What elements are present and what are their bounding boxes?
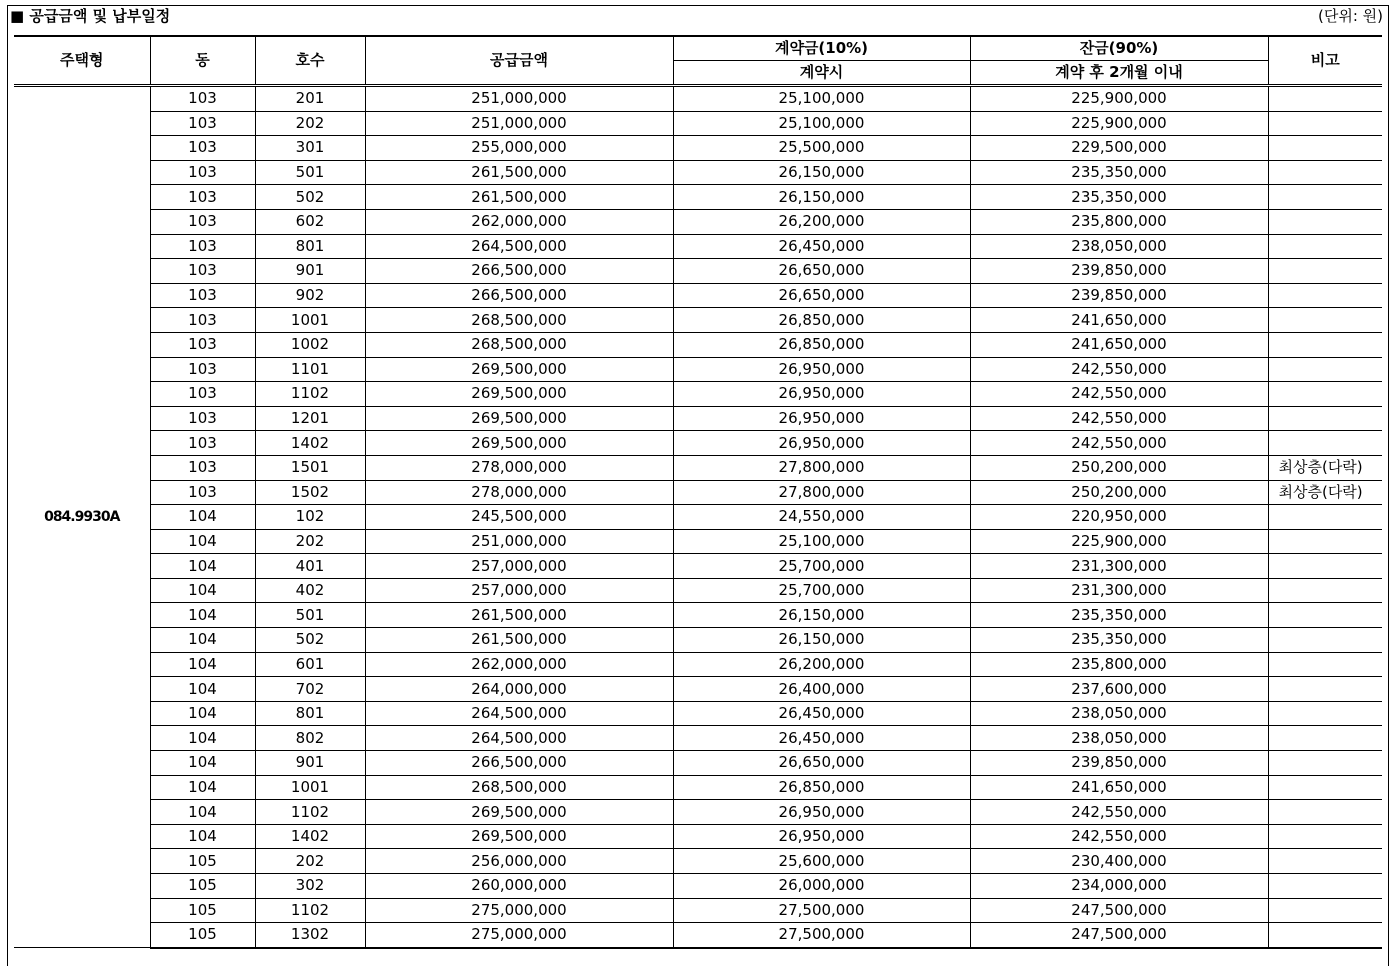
note-cell — [1268, 86, 1382, 112]
balance-cell: 235,350,000 — [970, 185, 1268, 210]
dong-cell: 104 — [150, 701, 255, 726]
table-row — [14, 628, 1382, 653]
note-cell — [1268, 332, 1382, 357]
note-cell — [1268, 628, 1382, 653]
table-row — [14, 751, 1382, 776]
ho-cell: 501 — [255, 160, 365, 185]
supply-price-cell: 256,000,000 — [365, 849, 673, 874]
table-row — [14, 185, 1382, 210]
supply-price-cell: 251,000,000 — [365, 111, 673, 136]
deposit-cell: 26,950,000 — [673, 824, 970, 849]
col-header-dong: 동 — [150, 36, 255, 86]
supply-price-cell: 264,000,000 — [365, 677, 673, 702]
dong-cell: 105 — [150, 874, 255, 899]
ho-cell: 702 — [255, 677, 365, 702]
col-header-ho: 호수 — [255, 36, 365, 86]
supply-price-cell: 266,500,000 — [365, 283, 673, 308]
deposit-cell: 27,800,000 — [673, 480, 970, 505]
balance-cell: 229,500,000 — [970, 136, 1268, 161]
note-cell — [1268, 185, 1382, 210]
ho-cell: 201 — [255, 86, 365, 112]
dong-cell: 104 — [150, 775, 255, 800]
note-cell — [1268, 898, 1382, 923]
ho-cell: 502 — [255, 185, 365, 210]
table-row — [14, 406, 1382, 431]
supply-price-cell: 264,500,000 — [365, 701, 673, 726]
note-cell — [1268, 529, 1382, 554]
col-subheader-balance: 계약 후 2개월 이내 — [970, 61, 1268, 86]
table-row — [14, 283, 1382, 308]
supply-price-table — [14, 35, 1382, 949]
dong-cell: 103 — [150, 455, 255, 480]
ho-cell: 1102 — [255, 800, 365, 825]
dong-cell: 105 — [150, 898, 255, 923]
balance-cell: 241,650,000 — [970, 308, 1268, 333]
ho-cell: 1201 — [255, 406, 365, 431]
supply-price-cell: 251,000,000 — [365, 529, 673, 554]
dong-cell: 103 — [150, 136, 255, 161]
supply-price-cell: 266,500,000 — [365, 259, 673, 284]
supply-price-cell: 268,500,000 — [365, 775, 673, 800]
balance-cell: 235,800,000 — [970, 209, 1268, 234]
table-row — [14, 136, 1382, 161]
deposit-cell: 26,450,000 — [673, 701, 970, 726]
note-cell — [1268, 578, 1382, 603]
balance-cell: 235,350,000 — [970, 160, 1268, 185]
table-row — [14, 357, 1382, 382]
supply-price-cell: 269,500,000 — [365, 824, 673, 849]
deposit-cell: 25,600,000 — [673, 849, 970, 874]
note-cell: 최상층(다락) — [1268, 455, 1382, 480]
dong-cell: 103 — [150, 160, 255, 185]
dong-cell: 104 — [150, 628, 255, 653]
balance-cell: 235,800,000 — [970, 652, 1268, 677]
table-row — [14, 111, 1382, 136]
dong-cell: 104 — [150, 824, 255, 849]
balance-cell: 231,300,000 — [970, 578, 1268, 603]
supply-price-cell: 262,000,000 — [365, 209, 673, 234]
unit-label: (단위: 원) — [1318, 7, 1383, 25]
deposit-cell: 26,200,000 — [673, 652, 970, 677]
balance-cell: 242,550,000 — [970, 382, 1268, 407]
dong-cell: 103 — [150, 382, 255, 407]
dong-cell: 103 — [150, 111, 255, 136]
ho-cell: 801 — [255, 234, 365, 259]
supply-price-cell: 278,000,000 — [365, 480, 673, 505]
ho-cell: 1102 — [255, 898, 365, 923]
ho-cell: 1002 — [255, 332, 365, 357]
note-cell: 최상층(다락) — [1268, 480, 1382, 505]
table-row — [14, 529, 1382, 554]
balance-cell: 242,550,000 — [970, 406, 1268, 431]
section-title: ■ 공급금액 및 납부일정 — [10, 7, 171, 25]
table-row — [14, 824, 1382, 849]
table-row — [14, 480, 1382, 505]
deposit-cell: 25,100,000 — [673, 111, 970, 136]
table-row — [14, 160, 1382, 185]
house-type-cell: 084.9930A — [14, 86, 150, 948]
deposit-cell: 26,950,000 — [673, 382, 970, 407]
ho-cell: 1502 — [255, 480, 365, 505]
supply-price-cell: 269,500,000 — [365, 382, 673, 407]
balance-cell: 241,650,000 — [970, 775, 1268, 800]
deposit-cell: 26,950,000 — [673, 800, 970, 825]
balance-cell: 225,900,000 — [970, 86, 1268, 112]
ho-cell: 502 — [255, 628, 365, 653]
balance-cell: 225,900,000 — [970, 529, 1268, 554]
table-row — [14, 209, 1382, 234]
deposit-cell: 26,450,000 — [673, 726, 970, 751]
note-cell — [1268, 677, 1382, 702]
deposit-cell: 25,100,000 — [673, 86, 970, 112]
table-row — [14, 382, 1382, 407]
supply-price-cell: 245,500,000 — [365, 505, 673, 530]
dong-cell: 103 — [150, 185, 255, 210]
table-row — [14, 554, 1382, 579]
col-subheader-deposit: 계약시 — [673, 61, 970, 86]
supply-price-cell: 278,000,000 — [365, 455, 673, 480]
supply-price-cell: 261,500,000 — [365, 603, 673, 628]
supply-price-cell: 275,000,000 — [365, 898, 673, 923]
dong-cell: 104 — [150, 505, 255, 530]
dong-cell: 103 — [150, 480, 255, 505]
ho-cell: 402 — [255, 578, 365, 603]
note-cell — [1268, 800, 1382, 825]
dong-cell: 104 — [150, 529, 255, 554]
balance-cell: 238,050,000 — [970, 701, 1268, 726]
header-row-top — [14, 36, 1382, 61]
note-cell — [1268, 382, 1382, 407]
balance-cell: 231,300,000 — [970, 554, 1268, 579]
deposit-cell: 26,200,000 — [673, 209, 970, 234]
note-cell — [1268, 701, 1382, 726]
ho-cell: 1001 — [255, 308, 365, 333]
note-cell — [1268, 775, 1382, 800]
deposit-cell: 26,400,000 — [673, 677, 970, 702]
table-row — [14, 652, 1382, 677]
supply-price-cell: 266,500,000 — [365, 751, 673, 776]
balance-cell: 239,850,000 — [970, 751, 1268, 776]
ho-cell: 1402 — [255, 431, 365, 456]
table-row — [14, 603, 1382, 628]
ho-cell: 801 — [255, 701, 365, 726]
balance-cell: 242,550,000 — [970, 431, 1268, 456]
balance-cell: 237,600,000 — [970, 677, 1268, 702]
supply-price-cell: 268,500,000 — [365, 308, 673, 333]
deposit-cell: 26,950,000 — [673, 431, 970, 456]
dong-cell: 103 — [150, 234, 255, 259]
balance-cell: 242,550,000 — [970, 800, 1268, 825]
note-cell — [1268, 234, 1382, 259]
ho-cell: 301 — [255, 136, 365, 161]
deposit-cell: 26,950,000 — [673, 357, 970, 382]
ho-cell: 401 — [255, 554, 365, 579]
note-cell — [1268, 874, 1382, 899]
deposit-cell: 26,850,000 — [673, 775, 970, 800]
table-row — [14, 431, 1382, 456]
supply-price-cell: 269,500,000 — [365, 431, 673, 456]
note-cell — [1268, 554, 1382, 579]
supply-price-cell: 264,500,000 — [365, 726, 673, 751]
table-row — [14, 86, 1382, 112]
table-row — [14, 505, 1382, 530]
deposit-cell: 27,500,000 — [673, 898, 970, 923]
note-cell — [1268, 111, 1382, 136]
ho-cell: 602 — [255, 209, 365, 234]
dong-cell: 103 — [150, 259, 255, 284]
balance-cell: 225,900,000 — [970, 111, 1268, 136]
supply-price-cell: 269,500,000 — [365, 800, 673, 825]
note-cell — [1268, 209, 1382, 234]
deposit-cell: 26,150,000 — [673, 185, 970, 210]
deposit-cell: 25,100,000 — [673, 529, 970, 554]
ho-cell: 902 — [255, 283, 365, 308]
note-cell — [1268, 652, 1382, 677]
note-cell — [1268, 824, 1382, 849]
table-row — [14, 259, 1382, 284]
ho-cell: 202 — [255, 111, 365, 136]
table-row — [14, 775, 1382, 800]
deposit-cell: 26,850,000 — [673, 332, 970, 357]
table-body — [14, 86, 1382, 948]
balance-cell: 242,550,000 — [970, 824, 1268, 849]
dong-cell: 104 — [150, 554, 255, 579]
ho-cell: 901 — [255, 751, 365, 776]
dong-cell: 103 — [150, 406, 255, 431]
balance-cell: 247,500,000 — [970, 898, 1268, 923]
note-cell — [1268, 431, 1382, 456]
balance-cell: 234,000,000 — [970, 874, 1268, 899]
table-row — [14, 578, 1382, 603]
deposit-cell: 25,700,000 — [673, 578, 970, 603]
ho-cell: 202 — [255, 529, 365, 554]
table-row — [14, 455, 1382, 480]
deposit-cell: 26,150,000 — [673, 628, 970, 653]
dong-cell: 103 — [150, 209, 255, 234]
balance-cell: 239,850,000 — [970, 259, 1268, 284]
supply-price-cell: 269,500,000 — [365, 357, 673, 382]
supply-price-cell: 268,500,000 — [365, 332, 673, 357]
balance-cell: 238,050,000 — [970, 726, 1268, 751]
deposit-cell: 26,650,000 — [673, 751, 970, 776]
note-cell — [1268, 283, 1382, 308]
deposit-cell: 26,650,000 — [673, 259, 970, 284]
table-row — [14, 308, 1382, 333]
note-cell — [1268, 259, 1382, 284]
table-row — [14, 234, 1382, 259]
ho-cell: 1302 — [255, 923, 365, 948]
dong-cell: 104 — [150, 800, 255, 825]
balance-cell: 220,950,000 — [970, 505, 1268, 530]
note-cell — [1268, 308, 1382, 333]
table-row — [14, 726, 1382, 751]
note-cell — [1268, 726, 1382, 751]
deposit-cell: 26,650,000 — [673, 283, 970, 308]
dong-cell: 104 — [150, 603, 255, 628]
ho-cell: 202 — [255, 849, 365, 874]
supply-price-cell: 262,000,000 — [365, 652, 673, 677]
supply-price-cell: 255,000,000 — [365, 136, 673, 161]
dong-cell: 104 — [150, 677, 255, 702]
dong-cell: 103 — [150, 283, 255, 308]
ho-cell: 1102 — [255, 382, 365, 407]
balance-cell: 250,200,000 — [970, 480, 1268, 505]
balance-cell: 235,350,000 — [970, 603, 1268, 628]
deposit-cell: 24,550,000 — [673, 505, 970, 530]
supply-price-cell: 275,000,000 — [365, 923, 673, 948]
balance-cell: 241,650,000 — [970, 332, 1268, 357]
note-cell — [1268, 751, 1382, 776]
table-row — [14, 800, 1382, 825]
dong-cell: 105 — [150, 923, 255, 948]
dong-cell: 103 — [150, 431, 255, 456]
col-header-balance: 잔금(90%) — [970, 36, 1268, 61]
supply-price-cell: 269,500,000 — [365, 406, 673, 431]
supply-price-cell: 251,000,000 — [365, 86, 673, 112]
supply-price-cell: 261,500,000 — [365, 160, 673, 185]
dong-cell: 104 — [150, 578, 255, 603]
dong-cell: 105 — [150, 849, 255, 874]
balance-cell: 230,400,000 — [970, 849, 1268, 874]
deposit-cell: 26,150,000 — [673, 160, 970, 185]
ho-cell: 1501 — [255, 455, 365, 480]
table-row — [14, 898, 1382, 923]
note-cell — [1268, 136, 1382, 161]
note-cell — [1268, 406, 1382, 431]
supply-price-cell: 257,000,000 — [365, 554, 673, 579]
table-row — [14, 923, 1382, 948]
deposit-cell: 26,000,000 — [673, 874, 970, 899]
col-header-house-type: 주택형 — [14, 36, 150, 86]
deposit-cell: 25,700,000 — [673, 554, 970, 579]
deposit-cell: 26,450,000 — [673, 234, 970, 259]
dong-cell: 104 — [150, 652, 255, 677]
dong-cell: 103 — [150, 332, 255, 357]
supply-price-cell: 260,000,000 — [365, 874, 673, 899]
note-cell — [1268, 160, 1382, 185]
ho-cell: 901 — [255, 259, 365, 284]
table-row — [14, 874, 1382, 899]
note-cell — [1268, 849, 1382, 874]
deposit-cell: 27,800,000 — [673, 455, 970, 480]
supply-price-cell: 261,500,000 — [365, 628, 673, 653]
note-cell — [1268, 923, 1382, 948]
balance-cell: 235,350,000 — [970, 628, 1268, 653]
balance-cell: 242,550,000 — [970, 357, 1268, 382]
ho-cell: 1402 — [255, 824, 365, 849]
balance-cell: 239,850,000 — [970, 283, 1268, 308]
note-cell — [1268, 505, 1382, 530]
dong-cell: 103 — [150, 357, 255, 382]
deposit-cell: 26,950,000 — [673, 406, 970, 431]
dong-cell: 103 — [150, 86, 255, 112]
supply-price-cell: 257,000,000 — [365, 578, 673, 603]
ho-cell: 102 — [255, 505, 365, 530]
balance-cell: 247,500,000 — [970, 923, 1268, 948]
col-header-note: 비고 — [1268, 36, 1382, 86]
dong-cell: 104 — [150, 751, 255, 776]
balance-cell: 250,200,000 — [970, 455, 1268, 480]
deposit-cell: 25,500,000 — [673, 136, 970, 161]
col-header-deposit: 계약금(10%) — [673, 36, 970, 61]
balance-cell: 238,050,000 — [970, 234, 1268, 259]
supply-price-cell: 264,500,000 — [365, 234, 673, 259]
dong-cell: 104 — [150, 726, 255, 751]
ho-cell: 501 — [255, 603, 365, 628]
table-row — [14, 332, 1382, 357]
ho-cell: 1001 — [255, 775, 365, 800]
table-row — [14, 701, 1382, 726]
deposit-cell: 26,150,000 — [673, 603, 970, 628]
ho-cell: 1101 — [255, 357, 365, 382]
dong-cell: 103 — [150, 308, 255, 333]
note-cell — [1268, 603, 1382, 628]
ho-cell: 601 — [255, 652, 365, 677]
table-row — [14, 849, 1382, 874]
ho-cell: 302 — [255, 874, 365, 899]
table-row — [14, 677, 1382, 702]
ho-cell: 802 — [255, 726, 365, 751]
deposit-cell: 26,850,000 — [673, 308, 970, 333]
note-cell — [1268, 357, 1382, 382]
deposit-cell: 27,500,000 — [673, 923, 970, 948]
col-header-supply-price: 공급금액 — [365, 36, 673, 86]
supply-price-cell: 261,500,000 — [365, 185, 673, 210]
